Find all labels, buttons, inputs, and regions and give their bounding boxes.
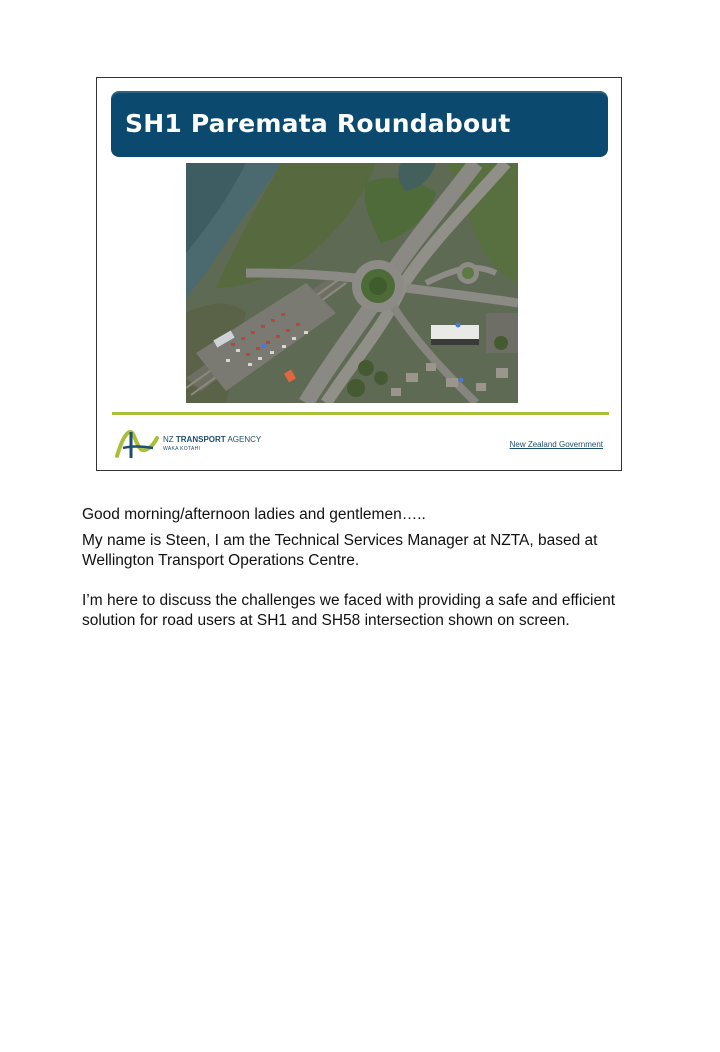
notes-paragraph-intro: My name is Steen, I am the Technical Services Manager at NZTA, based at Wellington Transport Operations Centre. bbox=[82, 532, 598, 569]
slide-title-bar bbox=[111, 91, 608, 157]
nzta-logo-subtitle: WAKA KOTAHI bbox=[163, 446, 201, 452]
nzta-wave-logo-icon bbox=[115, 426, 159, 460]
green-divider bbox=[112, 412, 609, 415]
slide-frame bbox=[96, 77, 622, 471]
notes-paragraph-topic: I’m here to discuss the challenges we faced with providing a safe and efficient solution for road users at SH1 and SH58 intersection shown on screen. bbox=[82, 592, 616, 629]
nzta-logo bbox=[115, 426, 265, 456]
slide-title: SH1 Paremata Roundabout bbox=[125, 109, 511, 138]
nz-government-label: New Zealand Government bbox=[509, 440, 603, 449]
aerial-photo bbox=[186, 163, 518, 403]
notes-paragraph-greeting: Good morning/afternoon ladies and gentlemen….. bbox=[82, 506, 426, 523]
aerial-photo-illustration bbox=[186, 163, 518, 403]
speaker-notes bbox=[82, 505, 652, 631]
nzta-logo-name: NZ TRANSPORT AGENCY bbox=[163, 435, 262, 444]
